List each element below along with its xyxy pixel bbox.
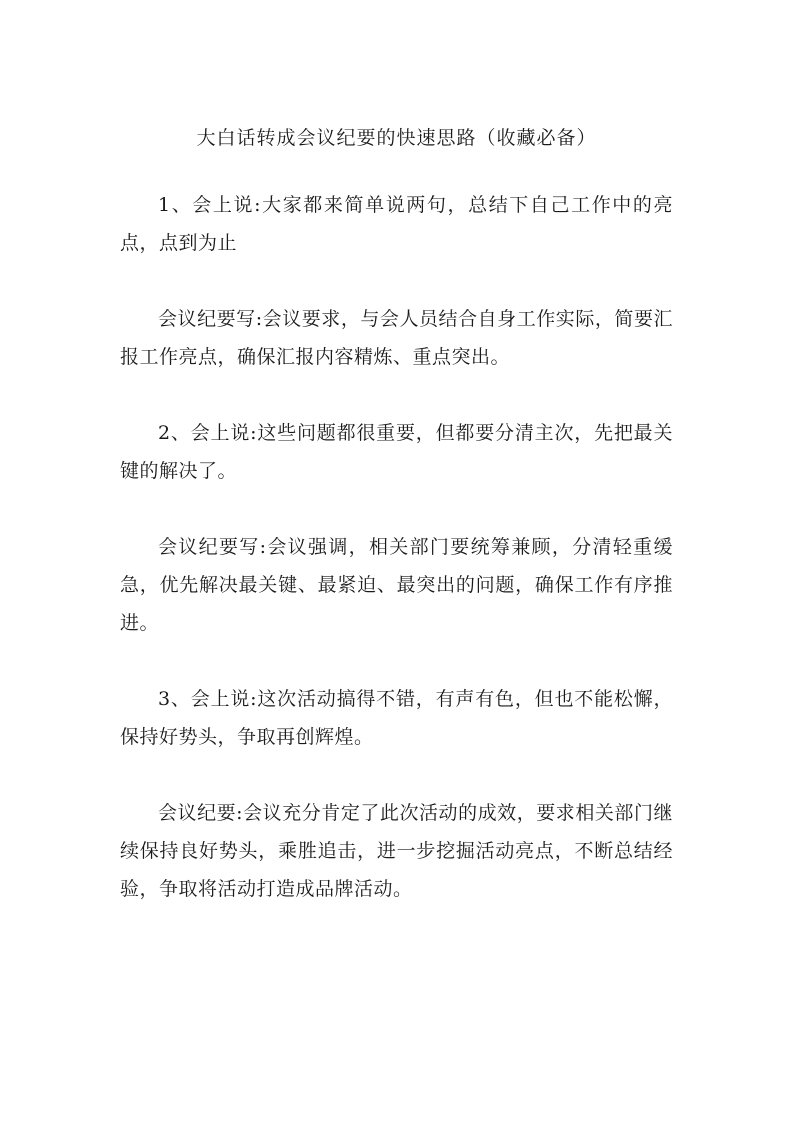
spoken-paragraph-2: 2、会上说:这些问题都很重要，但都要分清主次，先把最关键的解决了。: [120, 422, 673, 482]
document-title: 大白话转成会议纪要的快速思路（收藏必备）: [196, 127, 597, 149]
spoken-paragraph-1: 1、会上说:大家都来简单说两句，总结下自己工作中的亮点，点到为止: [120, 194, 673, 254]
spoken-paragraph-3: 3、会上说:这次活动搞得不错，有声有色，但也不能松懈，保持好势头，争取再创辉煌。: [120, 688, 673, 748]
document-body: [120, 122, 673, 908]
minutes-paragraph-1: 会议纪要写:会议要求，与会人员结合自身工作实际，简要汇报工作亮点，确保汇报内容精炼、重点突出。: [120, 308, 673, 368]
minutes-paragraph-3: 会议纪要:会议充分肯定了此次活动的成效，要求相关部门继续保持良好势头，乘胜追击，进一步挖掘活动亮点，不断总结经验，争取将活动打造成品牌活动。: [120, 802, 673, 900]
section-1: [120, 186, 673, 376]
section-2: [120, 414, 673, 642]
section-3: [120, 680, 673, 908]
minutes-paragraph-2: 会议纪要写:会议强调，相关部门要统筹兼顾，分清轻重缓急，优先解决最关键、最紧迫、最突出的问题，确保工作有序推进。: [120, 536, 673, 634]
